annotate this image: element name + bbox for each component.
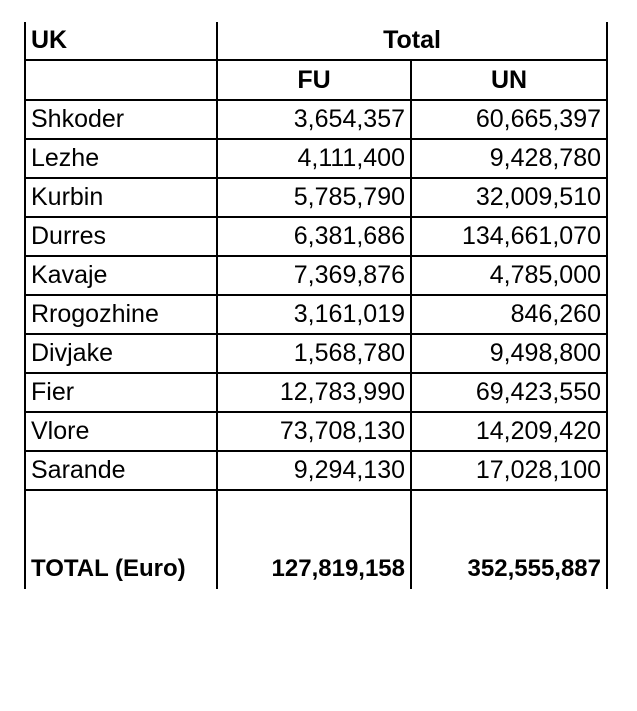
table-row <box>25 412 607 451</box>
fu-value-cell: 9,294,130 <box>217 451 411 490</box>
fu-value-cell: 12,783,990 <box>217 373 411 412</box>
table-row <box>25 373 607 412</box>
row-name-cell: Divjake <box>25 334 217 373</box>
total-un-cell: 352,555,887 <box>411 490 607 589</box>
row-name-cell: Fier <box>25 373 217 412</box>
un-value-cell: 60,665,397 <box>411 100 607 139</box>
row-name-cell: Vlore <box>25 412 217 451</box>
table-row <box>25 217 607 256</box>
table-row <box>25 334 607 373</box>
table-row <box>25 139 607 178</box>
subheader-row <box>25 60 607 100</box>
total-label-cell: TOTAL (Euro) <box>25 490 217 589</box>
total-row <box>25 490 607 589</box>
fu-value-cell: 73,708,130 <box>217 412 411 451</box>
un-value-cell: 134,661,070 <box>411 217 607 256</box>
table-row <box>25 451 607 490</box>
row-name-cell: Shkoder <box>25 100 217 139</box>
fu-value-cell: 3,161,019 <box>217 295 411 334</box>
un-value-cell: 846,260 <box>411 295 607 334</box>
total-group-header-cell: Total <box>217 22 607 60</box>
column-header-un: UN <box>411 60 607 100</box>
un-value-cell: 17,028,100 <box>411 451 607 490</box>
row-name-cell: Lezhe <box>25 139 217 178</box>
fu-value-cell: 4,111,400 <box>217 139 411 178</box>
row-name-cell: Kurbin <box>25 178 217 217</box>
fu-value-cell: 5,785,790 <box>217 178 411 217</box>
corner-header-cell: UK <box>25 22 217 60</box>
data-table-container <box>24 22 606 589</box>
row-name-cell: Kavaje <box>25 256 217 295</box>
table-row <box>25 295 607 334</box>
un-value-cell: 14,209,420 <box>411 412 607 451</box>
un-value-cell: 9,428,780 <box>411 139 607 178</box>
un-value-cell: 32,009,510 <box>411 178 607 217</box>
row-name-cell: Sarande <box>25 451 217 490</box>
total-fu-cell: 127,819,158 <box>217 490 411 589</box>
empty-header-cell <box>25 60 217 100</box>
fu-value-cell: 6,381,686 <box>217 217 411 256</box>
fu-value-cell: 3,654,357 <box>217 100 411 139</box>
data-table <box>24 22 608 589</box>
row-name-cell: Durres <box>25 217 217 256</box>
row-name-cell: Rrogozhine <box>25 295 217 334</box>
un-value-cell: 4,785,000 <box>411 256 607 295</box>
un-value-cell: 9,498,800 <box>411 334 607 373</box>
header-row <box>25 22 607 60</box>
table-row <box>25 178 607 217</box>
un-value-cell: 69,423,550 <box>411 373 607 412</box>
fu-value-cell: 7,369,876 <box>217 256 411 295</box>
table-row <box>25 100 607 139</box>
fu-value-cell: 1,568,780 <box>217 334 411 373</box>
table-row <box>25 256 607 295</box>
column-header-fu: FU <box>217 60 411 100</box>
